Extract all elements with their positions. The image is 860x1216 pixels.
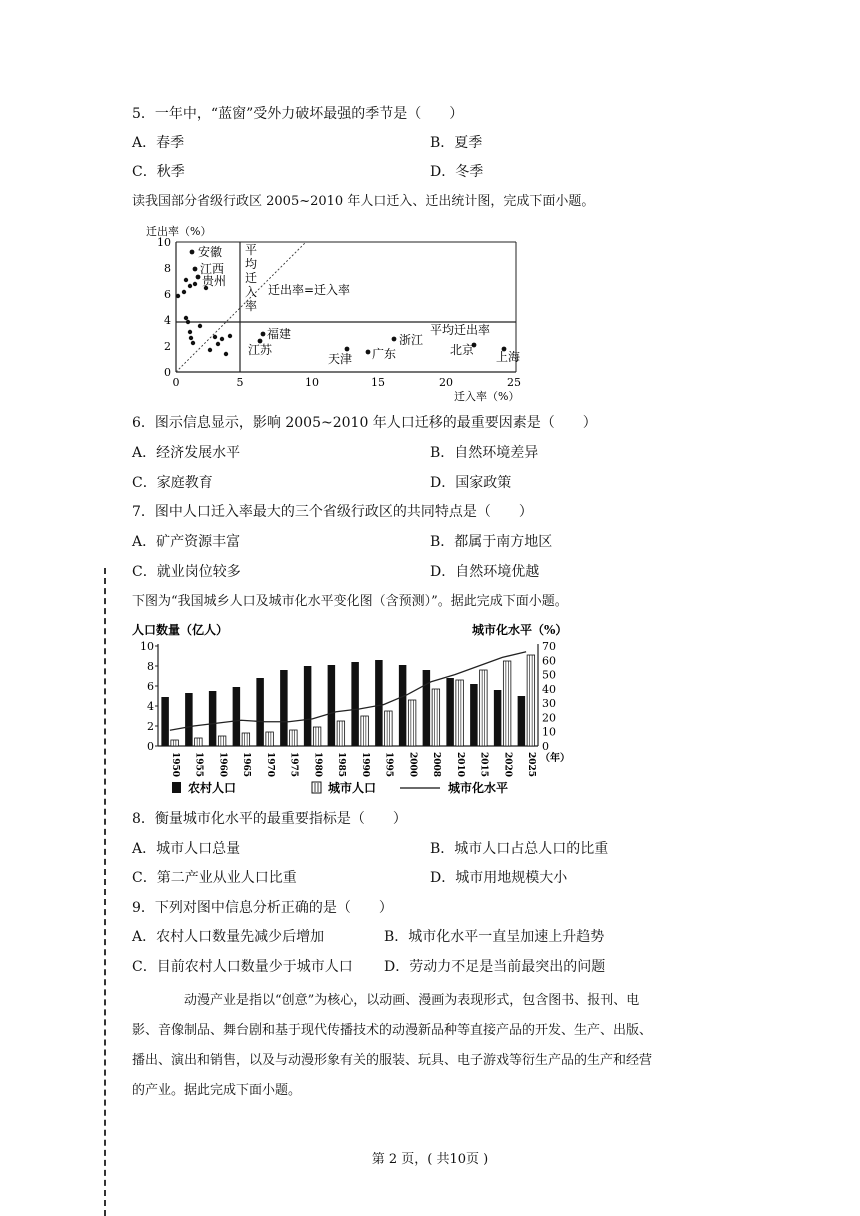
point (213, 335, 217, 339)
q8-option-d: D．城市用地规模大小 (430, 870, 568, 886)
x-tick-label: 1990 (359, 752, 370, 778)
point (189, 336, 193, 340)
bar-rural (209, 691, 217, 746)
x-tick: 25 (507, 376, 521, 389)
avg-in-label-char: 入 (245, 285, 258, 299)
y2-tick-label: 60 (542, 654, 556, 668)
x-tick-label: 2010 (454, 752, 465, 778)
y-tick-label: 8 (147, 660, 154, 673)
q6-option-c: C．家庭教育 (132, 475, 213, 491)
x-tick-label: 1955 (193, 752, 204, 778)
point (224, 352, 228, 356)
bar-rural (399, 665, 407, 746)
y-tick-label: 10 (140, 640, 154, 653)
q5-option-d: D．冬季 (430, 164, 484, 180)
bar-rural (185, 693, 193, 746)
bar-rural (518, 696, 526, 746)
binding-margin-line (104, 568, 106, 1216)
avg-in-label-char: 平 (245, 243, 258, 257)
urbanization-bar-chart (130, 618, 570, 802)
x-unit-label: （年） (540, 753, 570, 764)
label-beijing: 北京 (450, 343, 475, 357)
point (182, 290, 186, 294)
bar-rural (494, 690, 502, 746)
x-tick: 20 (439, 376, 453, 389)
scatter-points (176, 250, 507, 357)
q8-stem: 8．衡量城市化水平的最重要指标是（ ） (132, 811, 407, 827)
bar-rural (470, 684, 478, 746)
y-tick-label: 2 (147, 720, 154, 733)
x-tick-label: 1995 (383, 752, 394, 778)
y-tick: 0 (164, 366, 171, 379)
passage-line: 影、音像制品、舞台剧和基于现代传播技术的动漫新品种等直接产品的开发、生产、出版、 (132, 1023, 653, 1038)
x-tick-label: 2000 (407, 752, 418, 778)
x-tick-label: 2015 (478, 752, 489, 778)
avg-in-label-char: 均 (245, 257, 258, 271)
bar-urban (432, 689, 440, 746)
label-fujian: 福建 (267, 327, 292, 341)
y2-tick-label: 50 (542, 668, 556, 682)
bar-urban (290, 730, 298, 746)
point (184, 278, 188, 282)
point (184, 316, 188, 320)
q8-option-b: B．城市人口占总人口的比重 (430, 841, 609, 857)
q7-option-b: B．都属于南方地区 (430, 534, 553, 550)
y2-tick-label: 10 (542, 725, 556, 739)
point (186, 320, 190, 324)
label-jiangsu: 江苏 (248, 343, 273, 357)
bar-urban (242, 733, 250, 746)
y2-tick-label: 30 (542, 697, 556, 711)
point (176, 294, 180, 298)
q6-stem: 6．图示信息显示，影响 2005~2010 年人口迁移的最重要因素是（ ） (132, 415, 597, 431)
passage-line: 的产业。据此完成下面小题。 (132, 1083, 302, 1098)
x-tick: 15 (371, 376, 385, 389)
q8-option-a: A．城市人口总量 (132, 841, 241, 857)
q5-stem: 5．一年中，“蓝窗”受外力破坏最强的季节是（ ） (132, 106, 464, 122)
y-tick: 2 (164, 340, 171, 353)
intro-migration: 读我国部分省级行政区 2005~2010 年人口迁入、迁出统计图，完成下面小题。 (132, 194, 595, 209)
migration-scatter-chart (140, 222, 540, 404)
q7-stem: 7．图中人口迁入率最大的三个省级行政区的共同特点是（ ） (132, 504, 533, 520)
point (188, 284, 192, 288)
legend-rural-swatch (172, 782, 181, 793)
point-fujian (261, 332, 266, 337)
x-tick: 10 (305, 376, 319, 389)
point-anhui (190, 250, 195, 255)
x-tick-label: 1950 (169, 752, 180, 778)
bar-urban (385, 711, 393, 746)
q9-option-d: D．劳动力不足是当前最突出的问题 (384, 959, 606, 975)
bar-rural (375, 660, 383, 746)
passage (132, 986, 742, 1106)
equal-rate-diagonal (176, 242, 306, 372)
q9-option-a: A．农村人口数量先减少后增加 (132, 929, 325, 945)
legend-line-label: 城市化水平 (448, 781, 509, 795)
equal-rate-label: 迁出率=迁入率 (268, 283, 351, 297)
avg-in-label-char: 迁 (245, 271, 258, 285)
legend-rural-label: 农村人口 (188, 781, 237, 795)
q8-option-c: C．第二产业从业人口比重 (132, 870, 297, 886)
bar-urban (266, 732, 274, 746)
x-tick: 5 (236, 376, 244, 389)
bar-urban (337, 721, 345, 746)
label-guangdong: 广东 (372, 347, 397, 361)
passage-line: 动漫产业是指以“创意”为核心，以动画、漫画为表现形式，包含图书、报刊、电 (132, 993, 640, 1008)
label-jiangxi: 江西 (200, 262, 225, 276)
y2-tick-label: 0 (542, 740, 549, 753)
q9-option-b: B．城市化水平一直呈加速上升趋势 (384, 929, 605, 945)
bar-urban (527, 655, 535, 746)
chart2-y2label: 城市化水平（%） (472, 623, 568, 637)
x-tick-label: 1970 (264, 752, 275, 778)
point (216, 342, 220, 346)
y-tick-label: 6 (147, 680, 154, 693)
bar-urban (503, 661, 511, 746)
y-tick: 10 (157, 236, 171, 249)
y-tick: 6 (164, 288, 171, 301)
y-tick-label: 4 (147, 700, 154, 713)
q5-option-c: C．秋季 (132, 164, 185, 180)
bar-rural (446, 678, 454, 746)
point (220, 337, 224, 341)
y-tick-label: 0 (147, 740, 154, 753)
x-tick-label: 1980 (312, 752, 323, 778)
point (191, 341, 195, 345)
label-anhui: 安徽 (198, 245, 223, 259)
point-guangdong (366, 350, 371, 355)
bar-rural (351, 662, 359, 746)
point-tianjin (345, 347, 350, 352)
x-tick-label: 1965 (241, 752, 252, 778)
point (208, 348, 212, 352)
legend-urban-label: 城市人口 (328, 781, 377, 795)
point (198, 324, 202, 328)
bar-urban (313, 727, 321, 746)
label-zhejiang: 浙江 (399, 333, 424, 347)
label-guizhou: 贵州 (202, 274, 227, 288)
intro-urbanization: 下图为“我国城乡人口及城市化水平变化图（含预测）”。据此完成下面小题。 (132, 594, 568, 609)
bar-urban (456, 680, 464, 746)
q5-option-b: B．夏季 (430, 135, 483, 151)
page-footer: 第 2 页，( 共10页 ) (371, 1152, 489, 1167)
chart1-xlabel: 迁入率（%） (454, 390, 520, 403)
q6-option-b: B．自然环境差异 (430, 445, 539, 461)
label-shanghai: 上海 (496, 350, 521, 364)
bar-urban (361, 716, 369, 746)
x-tick: 0 (172, 376, 180, 389)
bar-urban (480, 670, 488, 746)
x-tick-label: 2020 (502, 752, 513, 778)
q5-option-a: A．春季 (132, 135, 185, 151)
y-tick: 8 (164, 262, 171, 275)
passage-line: 播出、演出和销售，以及与动漫形象有关的服装、玩具、电子游戏等衍生产品的生产和经营 (132, 1053, 653, 1068)
bar-urban (195, 738, 203, 746)
q7-option-d: D．自然环境优越 (430, 564, 540, 580)
x-tick-label: 1975 (288, 752, 299, 778)
q6-option-a: A．经济发展水平 (132, 445, 241, 461)
y2-tick-label: 40 (542, 682, 556, 696)
bar-urban (171, 740, 179, 746)
bar-rural (161, 697, 169, 746)
y-tick: 4 (164, 314, 171, 327)
bar-rural (304, 666, 312, 746)
q9-option-c: C．目前农村人口数量少于城市人口 (132, 959, 353, 975)
bar-urban (408, 700, 416, 746)
chart2-ylabel: 人口数量（亿人） (132, 623, 229, 637)
x-tick-label: 2025 (526, 752, 537, 778)
y2-tick-label: 70 (542, 640, 556, 653)
x-tick-label: 2008 (431, 752, 442, 778)
q7-option-a: A．矿产资源丰富 (132, 534, 241, 550)
x-tick-label: 1960 (217, 752, 228, 778)
bar-rural (423, 670, 431, 746)
bar-rural (328, 665, 336, 746)
y2-tick-label: 20 (542, 711, 556, 725)
point-zhejiang (392, 337, 397, 342)
bar-urban (218, 736, 226, 746)
q6-option-d: D．国家政策 (430, 475, 512, 491)
bar-rural (256, 678, 264, 746)
label-tianjin: 天津 (328, 352, 353, 366)
chart1-ylabel: 迁出率（%） (146, 225, 212, 238)
point (193, 282, 197, 286)
legend-urban-swatch (312, 782, 321, 793)
avg-out-label: 平均迁出率 (430, 323, 491, 337)
bar-rural (233, 687, 241, 746)
point-jiangxi (193, 267, 198, 272)
q9-stem: 9．下列对图中信息分析正确的是（ ） (132, 900, 393, 916)
point (188, 330, 192, 334)
avg-in-label-char: 率 (245, 299, 258, 313)
x-tick-label: 1985 (336, 752, 347, 778)
q7-option-c: C．就业岗位较多 (132, 564, 241, 580)
point (228, 334, 232, 338)
bar-rural (280, 670, 288, 746)
